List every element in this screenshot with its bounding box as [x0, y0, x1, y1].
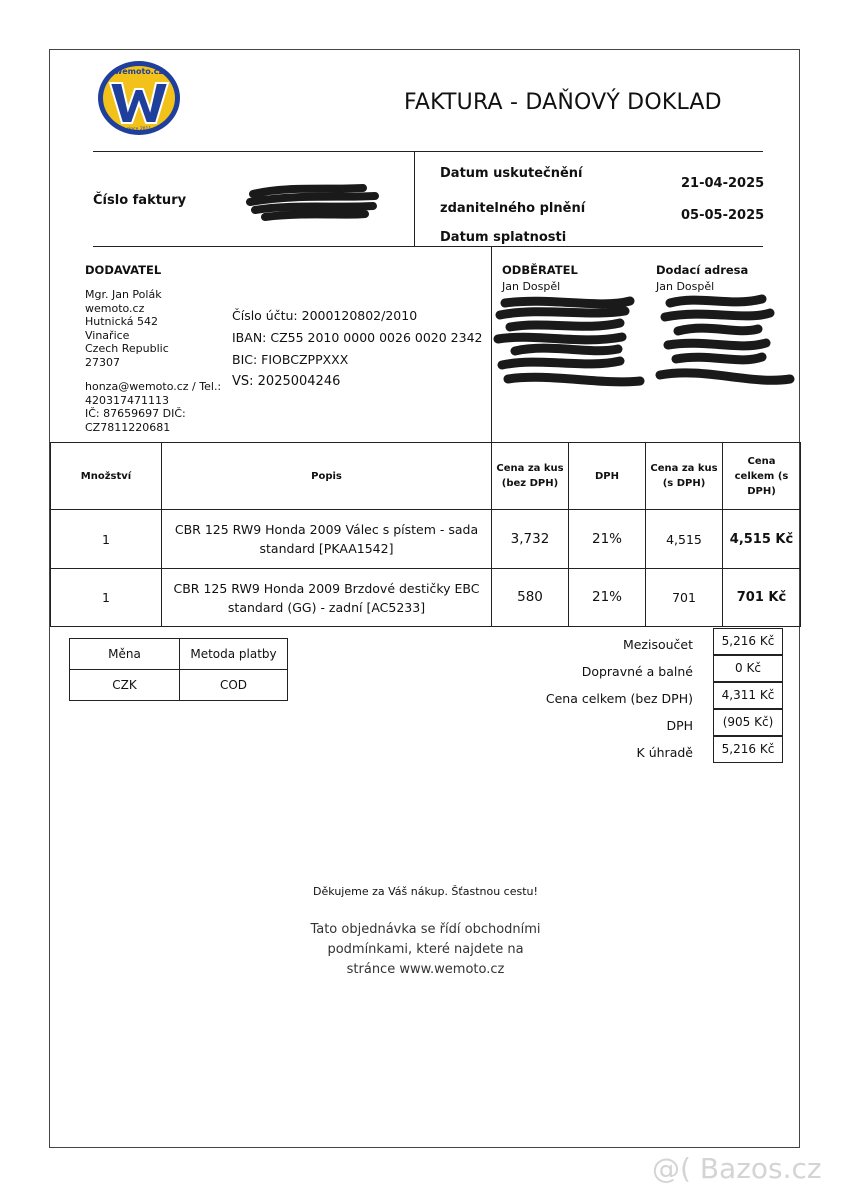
divider: [93, 151, 763, 152]
delivery-heading: Dodací adresa: [656, 263, 749, 277]
items-table: [50, 442, 801, 627]
col-header-vat: DPH: [569, 443, 646, 510]
col-header-unit-net: Cena za kus (bez DPH): [492, 443, 569, 510]
summary-value: 5,216 Kč: [713, 628, 783, 655]
summary-value: 4,311 Kč: [713, 682, 783, 709]
summary-value: (905 Kč): [713, 709, 783, 736]
currency-value: CZK: [70, 670, 180, 701]
bank-iban: IBAN: CZ55 2010 0000 0026 0020 2342: [232, 330, 483, 345]
delivery-name: Jan Dospěl: [656, 280, 715, 293]
cell-unit-net: 3,732: [492, 510, 569, 569]
cell-qty: 1: [51, 510, 162, 569]
summary-value: 5,216 Kč: [713, 736, 783, 763]
date-taxable-label-2: zdanitelného plnění: [440, 201, 586, 216]
table-row: [51, 569, 801, 627]
redaction-scribble: [490, 293, 800, 395]
terms-line: podmínkami, které najdete na: [327, 942, 524, 957]
summary-label: K úhradě: [636, 745, 693, 760]
col-header-total: Cena celkem (s DPH): [723, 443, 801, 510]
customer-heading: ODBĚRATEL: [502, 263, 578, 277]
summary-label: Dopravné a balné: [581, 664, 693, 679]
date-taxable-value: 21-04-2025: [681, 176, 765, 191]
supplier-address: [85, 288, 169, 369]
invoice-number-label: Číslo faktury: [93, 193, 187, 208]
cell-total: 4,515 Kč: [723, 510, 801, 569]
cell-desc: CBR 125 RW9 Honda 2009 Válec s pístem - sada standard [PKAA1542]: [162, 510, 492, 569]
divider: [414, 151, 415, 246]
bank-bic: BIC: FIOBCZPPXXX: [232, 352, 349, 367]
terms-line: Tato objednávka se řídí obchodními: [310, 922, 541, 937]
supplier-line: Vinařice: [85, 328, 130, 342]
redaction-scribble: [245, 184, 385, 224]
document-title: FAKTURA - DAŇOVÝ DOKLAD: [404, 90, 722, 115]
logo-text: wemoto.cz: [114, 67, 164, 76]
cell-vat: 21%: [569, 510, 646, 569]
bank-account: Číslo účtu: 2000120802/2010: [232, 308, 418, 323]
cell-unit-net: 580: [492, 569, 569, 627]
summary-value: 0 Kč: [713, 655, 783, 682]
bazos-watermark: @( Bazos.cz: [652, 1152, 822, 1185]
supplier-contact-line: 420317471113: [85, 393, 169, 407]
bank-details: [232, 305, 482, 393]
payment-method-value: COD: [180, 670, 288, 701]
col-header-qty: Množství: [51, 443, 162, 510]
payment-method-label: Metoda platby: [180, 639, 288, 670]
payment-table: [69, 638, 288, 701]
date-taxable-label-1: Datum uskutečnění: [440, 166, 583, 181]
supplier-line: Hutnická 542: [85, 315, 159, 328]
supplier-line: Czech Republic: [85, 342, 169, 355]
col-header-unit-gross: Cena za kus (s DPH): [646, 443, 723, 510]
thanks-text: Děkujeme za Váš nákup. Šťastnou cestu!: [313, 885, 538, 898]
supplier-contact-line: IČ: 87659697 DIČ:: [85, 407, 186, 420]
currency-label: Měna: [70, 639, 180, 670]
supplier-line: 27307: [85, 355, 120, 369]
supplier-contact-line: honza@wemoto.cz / Tel.:: [85, 380, 222, 393]
col-header-desc: Popis: [162, 443, 492, 510]
summary-label: Cena celkem (bez DPH): [545, 691, 693, 706]
due-date-label: Datum splatnosti: [440, 230, 567, 245]
cell-unit-gross: 4,515: [646, 510, 723, 569]
items-table-header-row: [51, 443, 801, 510]
cell-total: 701 Kč: [723, 569, 801, 627]
supplier-contact: [85, 380, 221, 434]
supplier-line: wemoto.cz: [85, 301, 145, 315]
supplier-line: Mgr. Jan Polák: [85, 288, 162, 301]
invoice-page: [49, 49, 800, 1148]
summary-label: DPH: [666, 718, 693, 733]
logo-since: since 2011: [126, 127, 152, 132]
table-row: [51, 510, 801, 569]
divider: [93, 246, 763, 247]
terms-text: [50, 920, 801, 980]
supplier-heading: DODAVATEL: [85, 263, 162, 277]
cell-vat: 21%: [569, 569, 646, 627]
summary-label: Mezisoučet: [622, 637, 693, 652]
customer-name: Jan Dospěl: [502, 280, 561, 293]
cell-qty: 1: [51, 569, 162, 627]
wemoto-logo: [96, 59, 182, 137]
supplier-contact-line: CZ7811220681: [85, 420, 171, 434]
terms-line: stránce www.wemoto.cz: [346, 962, 505, 977]
cell-unit-gross: 701: [646, 569, 723, 627]
cell-desc: CBR 125 RW9 Honda 2009 Brzdové destičky EBC standard (GG) - zadní [AC5233]: [162, 569, 492, 627]
due-date-value: 05-05-2025: [681, 208, 765, 223]
bank-vs: VS: 2025004246: [232, 374, 341, 389]
